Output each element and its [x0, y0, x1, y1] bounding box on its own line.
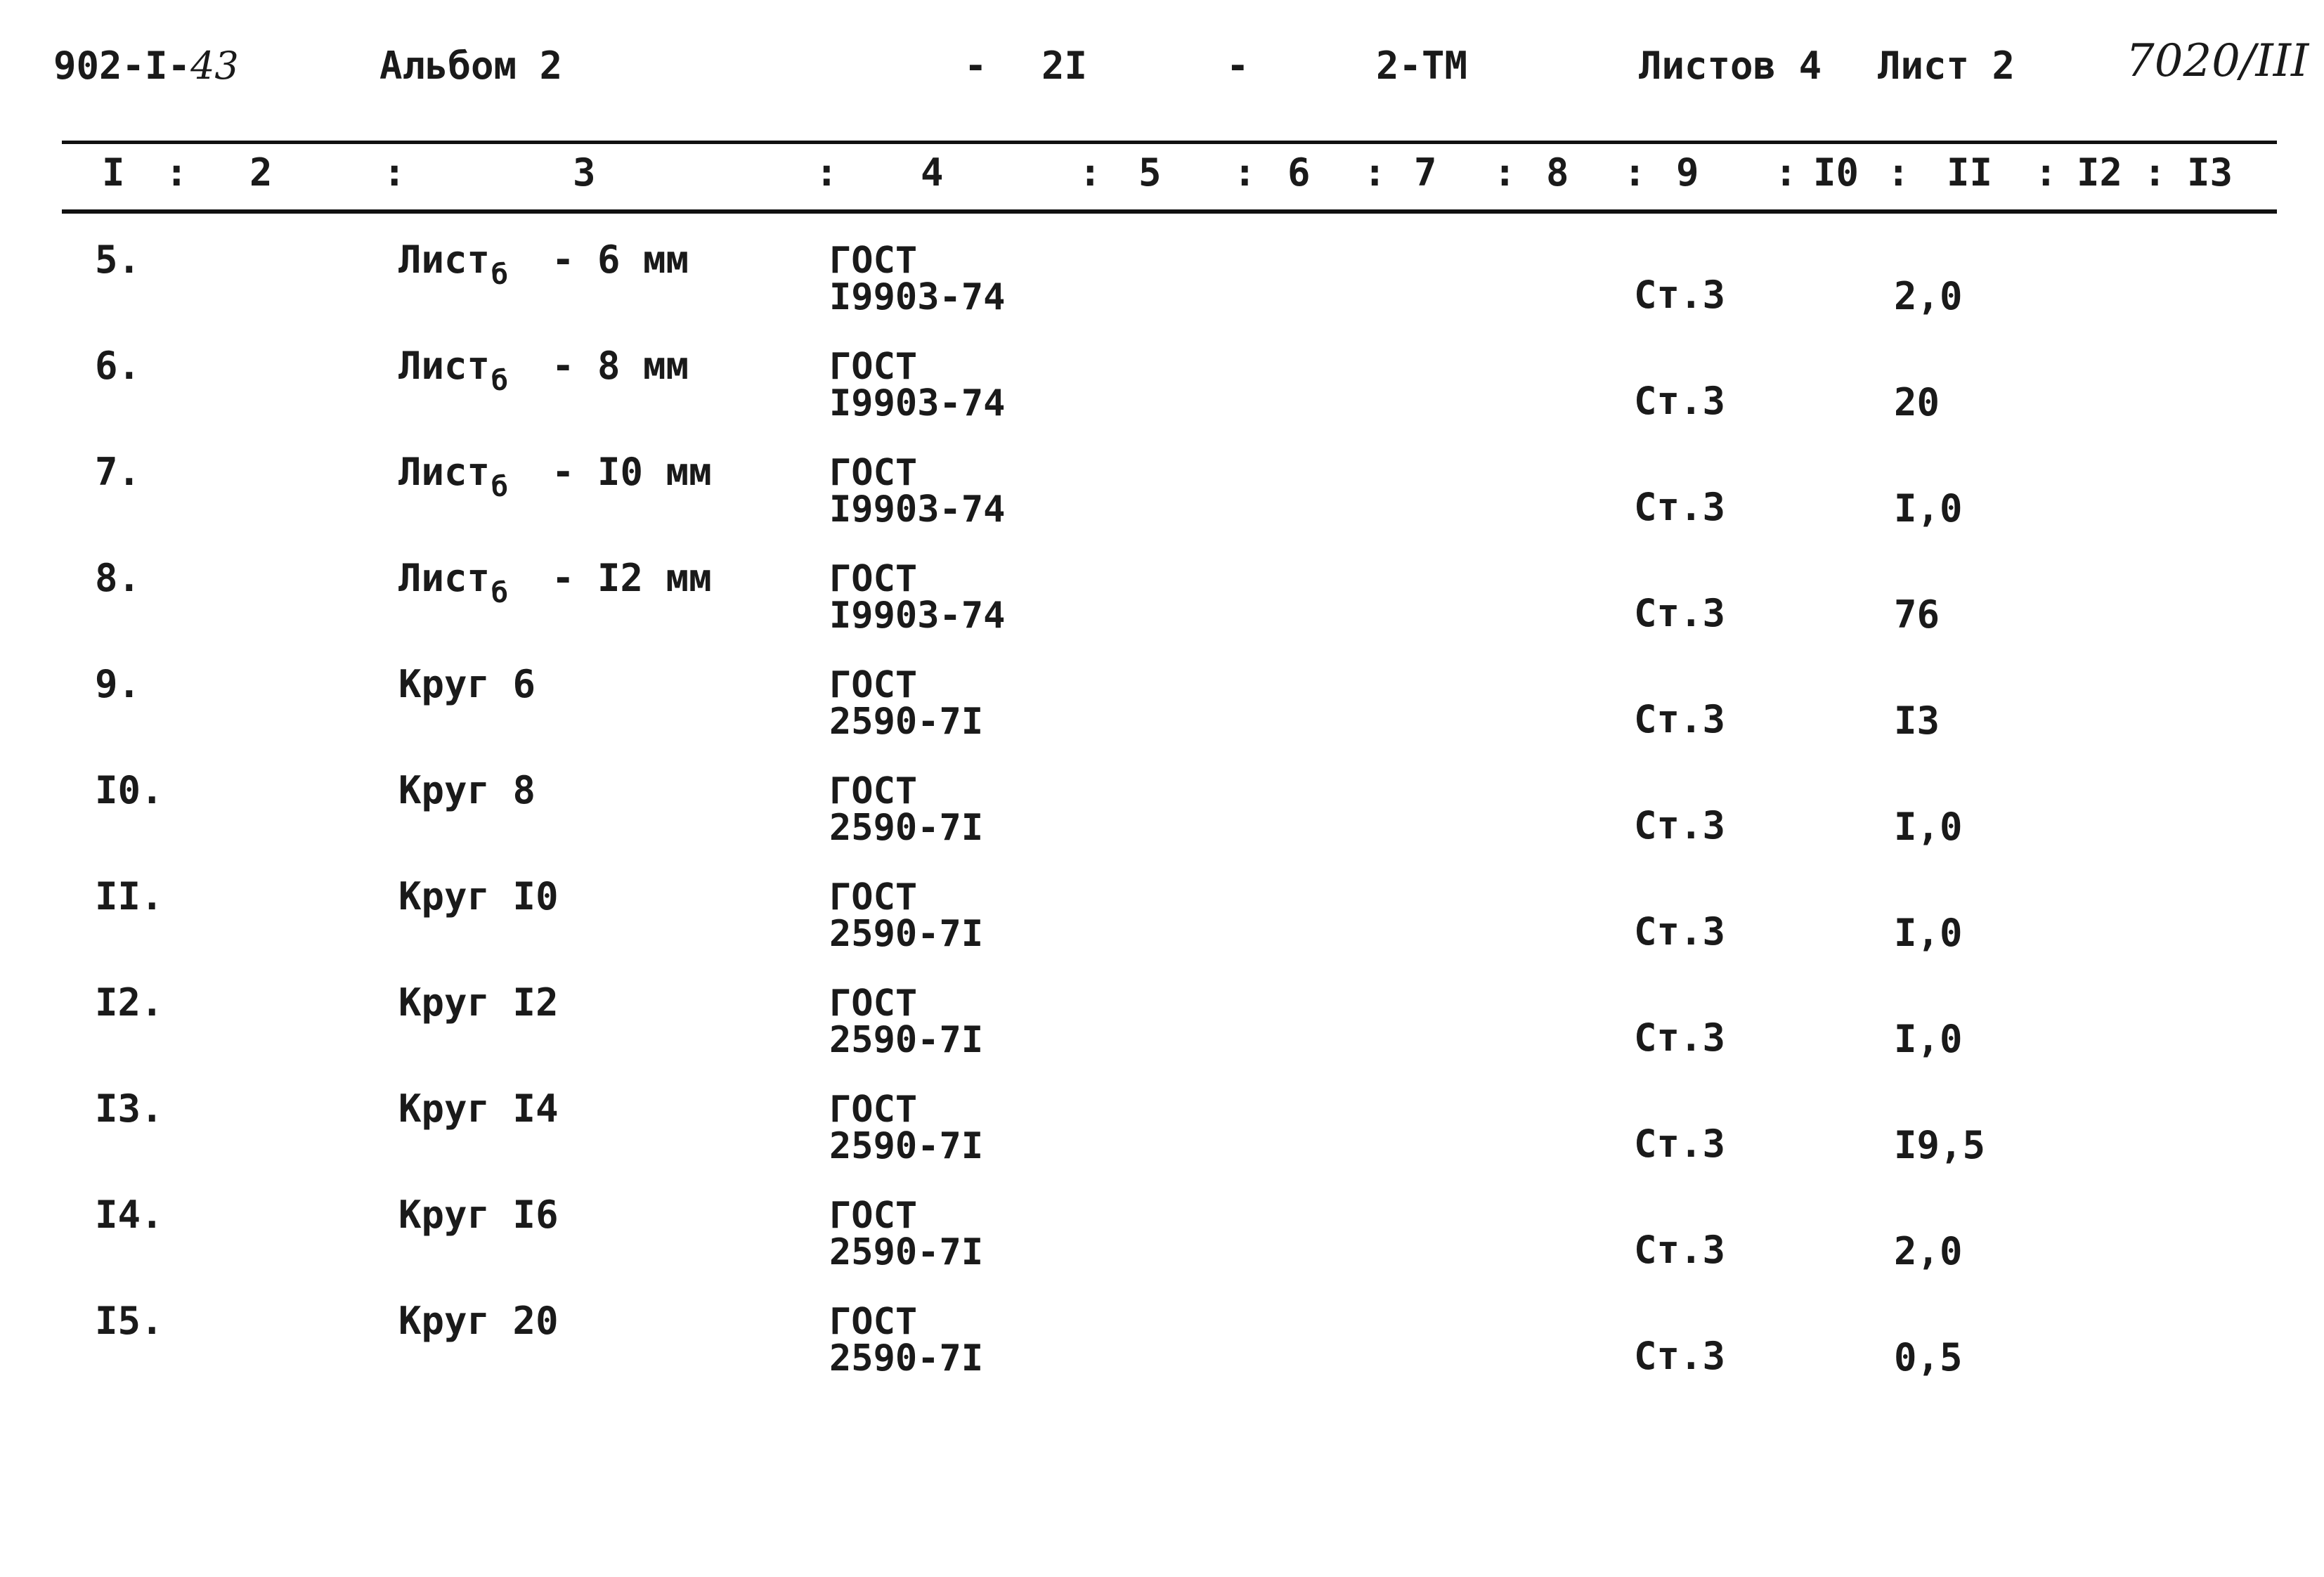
standard-number: I9903-74 — [829, 488, 1006, 531]
item-name-text: Круг I6 — [398, 1193, 559, 1237]
column-header: 2 — [249, 150, 273, 195]
item-name-text: Круг I0 — [398, 874, 559, 919]
item-name-text: Круг 6 — [398, 662, 536, 706]
column-header: 5 — [1138, 150, 1162, 195]
standard-label: ГОСТ — [829, 770, 918, 812]
row-number: 8. — [95, 556, 141, 600]
column-separator: : — [1079, 150, 1102, 195]
row-number: I0. — [95, 768, 164, 812]
header-dash: - — [1226, 44, 1249, 88]
item-name-subscript: б — [491, 577, 509, 609]
mass-value: I,0 — [1894, 805, 1963, 849]
row-number: 6. — [95, 344, 141, 388]
item-name-text: Круг 20 — [398, 1299, 559, 1343]
row-number: I2. — [95, 980, 164, 1025]
column-separator: : — [815, 150, 838, 195]
inventory-number: 7020/III — [2126, 35, 2309, 87]
column-separator: : — [1623, 150, 1647, 195]
item-size: - 8 мм — [552, 344, 689, 388]
mass-value: 2,0 — [1894, 1229, 1963, 1273]
standard-label: ГОСТ — [829, 558, 918, 600]
material-grade: Ст.3 — [1634, 1015, 1726, 1060]
standard-label: ГОСТ — [829, 664, 918, 706]
item-name — [398, 768, 535, 812]
item-name-subscript: б — [491, 259, 509, 291]
material-grade: Ст.3 — [1634, 273, 1726, 317]
album-label: Альбом 2 — [379, 44, 563, 88]
item-name — [398, 344, 509, 397]
row-number: I5. — [95, 1299, 164, 1343]
item-name-text: Лист — [398, 344, 491, 388]
standard-label: ГОСТ — [829, 452, 918, 494]
item-name — [398, 662, 535, 706]
document-code: 902-I-43 — [53, 44, 239, 88]
item-name-subscript: б — [491, 471, 509, 503]
row-number: I3. — [95, 1086, 164, 1131]
item-name — [398, 1086, 559, 1131]
standard-label: ГОСТ — [829, 1089, 918, 1131]
column-separator: : — [1493, 150, 1517, 195]
material-grade: Ст.3 — [1634, 1122, 1726, 1166]
item-name — [398, 1193, 559, 1237]
item-name-text: Круг 8 — [398, 768, 536, 812]
standard-number: 2590-7I — [829, 1019, 984, 1061]
item-size: - I2 мм — [552, 556, 712, 600]
item-name-text: Лист — [398, 238, 491, 282]
standard-number: I9903-74 — [829, 595, 1006, 637]
mass-value: I,0 — [1894, 1017, 1963, 1061]
standard-number: 2590-7I — [829, 701, 984, 743]
standard-number: 2590-7I — [829, 913, 984, 955]
column-header: 3 — [573, 150, 596, 195]
mass-value: I3 — [1894, 699, 1940, 743]
column-header: I0 — [1813, 150, 1859, 195]
item-name — [398, 980, 559, 1025]
sheet-number: Лист 2 — [1878, 44, 2015, 88]
material-grade: Ст.3 — [1634, 803, 1726, 848]
row-number: 9. — [95, 662, 141, 706]
column-separator: : — [2034, 150, 2058, 195]
standard-number: 2590-7I — [829, 807, 984, 849]
section-code: 2-ТМ — [1376, 44, 1468, 88]
mass-value: 2,0 — [1894, 274, 1963, 318]
item-name-text: Лист — [398, 556, 491, 600]
material-grade: Ст.3 — [1634, 909, 1726, 954]
item-name — [398, 1299, 559, 1343]
sheets-count: Листов 4 — [1639, 44, 1822, 88]
mass-value: I9,5 — [1894, 1123, 1986, 1167]
page-number: 2I — [1041, 44, 1088, 88]
item-name-text: Круг I2 — [398, 980, 559, 1025]
column-separator: : — [1363, 150, 1387, 195]
column-separator: : — [383, 150, 406, 195]
material-grade: Ст.3 — [1634, 485, 1726, 529]
row-number: II. — [95, 874, 164, 919]
column-header: 9 — [1676, 150, 1699, 195]
column-header: 6 — [1287, 150, 1311, 195]
standard-label: ГОСТ — [829, 1195, 918, 1237]
standard-label: ГОСТ — [829, 982, 918, 1025]
column-header: 4 — [921, 150, 944, 195]
standard-number: I9903-74 — [829, 276, 1006, 318]
item-name-subscript: б — [491, 365, 509, 397]
column-separator: : — [1233, 150, 1257, 195]
standard-label: ГОСТ — [829, 876, 918, 919]
standard-number: I9903-74 — [829, 382, 1006, 424]
column-header: 7 — [1414, 150, 1437, 195]
material-grade: Ст.3 — [1634, 697, 1726, 741]
material-grade: Ст.3 — [1634, 1334, 1726, 1378]
column-header: I2 — [2077, 150, 2123, 195]
row-number: I4. — [95, 1193, 164, 1237]
standard-label: ГОСТ — [829, 240, 918, 282]
column-header: I — [102, 150, 125, 195]
mass-value: I,0 — [1894, 486, 1963, 531]
item-name-text: Лист — [398, 450, 491, 494]
item-name — [398, 556, 509, 609]
column-header: 8 — [1546, 150, 1569, 195]
item-name — [398, 874, 559, 919]
column-header: II — [1947, 150, 1993, 195]
item-name — [398, 238, 509, 291]
mass-value: I,0 — [1894, 911, 1963, 955]
item-name-text: Круг I4 — [398, 1086, 559, 1131]
standard-label: ГОСТ — [829, 1301, 918, 1343]
material-grade: Ст.3 — [1634, 1228, 1726, 1272]
column-separator: : — [1774, 150, 1798, 195]
mass-value: 0,5 — [1894, 1335, 1963, 1380]
column-separator: : — [2143, 150, 2167, 195]
document-code-handwritten: 43 — [190, 44, 239, 88]
column-separator: : — [1887, 150, 1910, 195]
material-grade: Ст.3 — [1634, 379, 1726, 423]
row-number: 5. — [95, 238, 141, 282]
standard-number: 2590-7I — [829, 1125, 984, 1167]
material-grade: Ст.3 — [1634, 591, 1726, 635]
mass-value: 76 — [1894, 592, 1940, 637]
column-separator: : — [165, 150, 188, 195]
standard-number: 2590-7I — [829, 1337, 984, 1380]
row-number: 7. — [95, 450, 141, 494]
standard-label: ГОСТ — [829, 346, 918, 388]
mass-value: 20 — [1894, 380, 1940, 424]
standard-number: 2590-7I — [829, 1231, 984, 1273]
column-header: I3 — [2187, 150, 2233, 195]
item-size: - I0 мм — [552, 450, 712, 494]
header-dash: - — [964, 44, 987, 88]
item-size: - 6 мм — [552, 238, 689, 282]
item-name — [398, 450, 509, 503]
